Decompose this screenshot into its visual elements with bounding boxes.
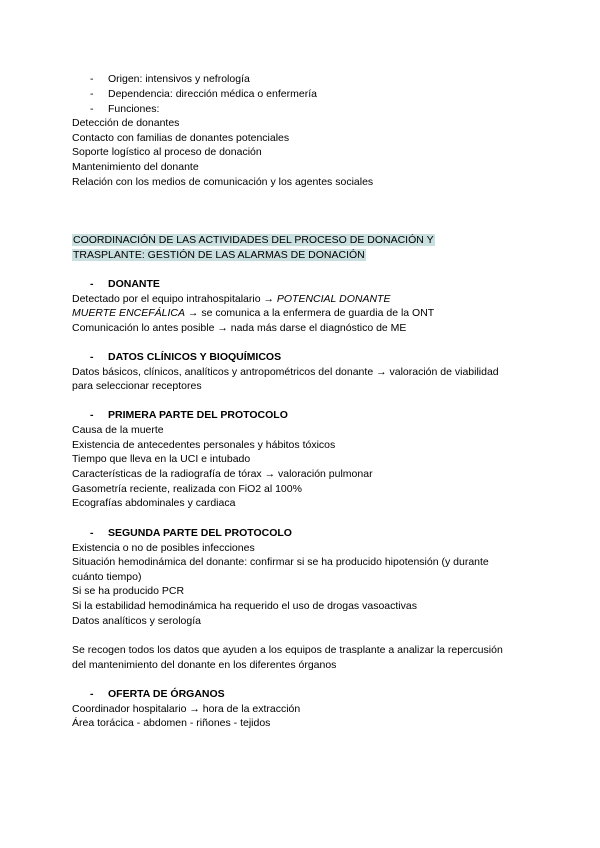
- bullet-dependencia: - Dependencia: dirección médica o enfermería: [90, 88, 317, 100]
- datos-line1: Datos básicos, clínicos, analíticos y antropométricos del donante → valoración de viabilidad: [72, 366, 499, 378]
- bullet-dash: -: [90, 73, 94, 85]
- bullet-dash: -: [90, 88, 94, 100]
- primera-item: Tiempo que lleva en la UCI e intubado: [72, 453, 251, 465]
- donante-line3: Comunicación lo antes posible → nada más darse el diagnóstico de ME: [72, 322, 407, 334]
- datos-line2: para seleccionar receptores: [72, 380, 202, 392]
- heading-oferta-organos: - OFERTA DE ÓRGANOS: [90, 688, 225, 700]
- function-item: Mantenimiento del donante: [72, 161, 199, 173]
- bullet-dash: -: [90, 103, 94, 115]
- primera-item: Gasometría reciente, realizada con FiO2 al 100%: [72, 483, 302, 495]
- function-item: Detección de donantes: [72, 117, 180, 129]
- primera-item: Existencia de antecedentes personales y hábitos tóxicos: [72, 439, 336, 451]
- donante-line2: MUERTE ENCEFÁLICA → se comunica a la enfermera de guardia de la ONT: [72, 307, 435, 319]
- bullet-dash: -: [90, 688, 94, 700]
- primera-item: Causa de la muerte: [72, 424, 164, 436]
- section-title-line2: TRASPLANTE: GESTIÓN DE LAS ALARMAS DE DONACIÓN: [73, 249, 365, 261]
- primera-item: Características de la radiografía de tórax → valoración pulmonar: [72, 468, 373, 480]
- bullet-funciones: - Funciones:: [90, 103, 160, 115]
- function-item: Soporte logístico al proceso de donación: [72, 146, 262, 158]
- section-title-line1: COORDINACIÓN DE LAS ACTIVIDADES DEL PROCESO DE DONACIÓN Y: [73, 234, 434, 246]
- bullet-dash: -: [90, 278, 94, 290]
- segunda-item: cuánto tiempo): [72, 571, 142, 583]
- heading-primera-parte: - PRIMERA PARTE DEL PROTOCOLO: [90, 409, 288, 421]
- heading-segunda-parte: - SEGUNDA PARTE DEL PROTOCOLO: [90, 527, 292, 539]
- segunda-item: Existencia o no de posibles infecciones: [72, 542, 255, 554]
- oferta-item: Coordinador hospitalario → hora de la extracción: [72, 703, 301, 715]
- bullet-dash: -: [90, 409, 94, 421]
- oferta-item: Área torácica - abdomen - riñones - tejidos: [72, 717, 271, 729]
- segunda-item: Si se ha producido PCR: [72, 585, 185, 597]
- bullet-dash: -: [90, 351, 94, 363]
- segunda-item: Situación hemodinámica del donante: confirmar si se ha producido hipotensión (y durante: [72, 556, 489, 568]
- function-item: Contacto con familias de donantes potenciales: [72, 132, 290, 144]
- function-item: Relación con los medios de comunicación y los agentes sociales: [72, 176, 374, 188]
- summary-line2: del mantenimiento del donante en los diferentes órganos: [72, 659, 337, 671]
- bullet-dash: -: [90, 527, 94, 539]
- summary-line1: Se recogen todos los datos que ayuden a los equipos de trasplante a analizar la repercusión: [72, 644, 503, 656]
- segunda-item: Si la estabilidad hemodinámica ha requerido el uso de drogas vasoactivas: [72, 600, 417, 612]
- segunda-item: Datos analíticos y serología: [72, 615, 201, 627]
- bullet-origen: - Origen: intensivos y nefrología: [90, 73, 250, 85]
- donante-line1: Detectado por el equipo intrahospitalario → POTENCIAL DONANTE: [72, 293, 391, 305]
- heading-donante: - DONANTE: [90, 278, 160, 290]
- primera-item: Ecografías abdominales y cardiaca: [72, 497, 236, 509]
- heading-datos-clinicos: - DATOS CLÍNICOS Y BIOQUÍMICOS: [90, 351, 282, 363]
